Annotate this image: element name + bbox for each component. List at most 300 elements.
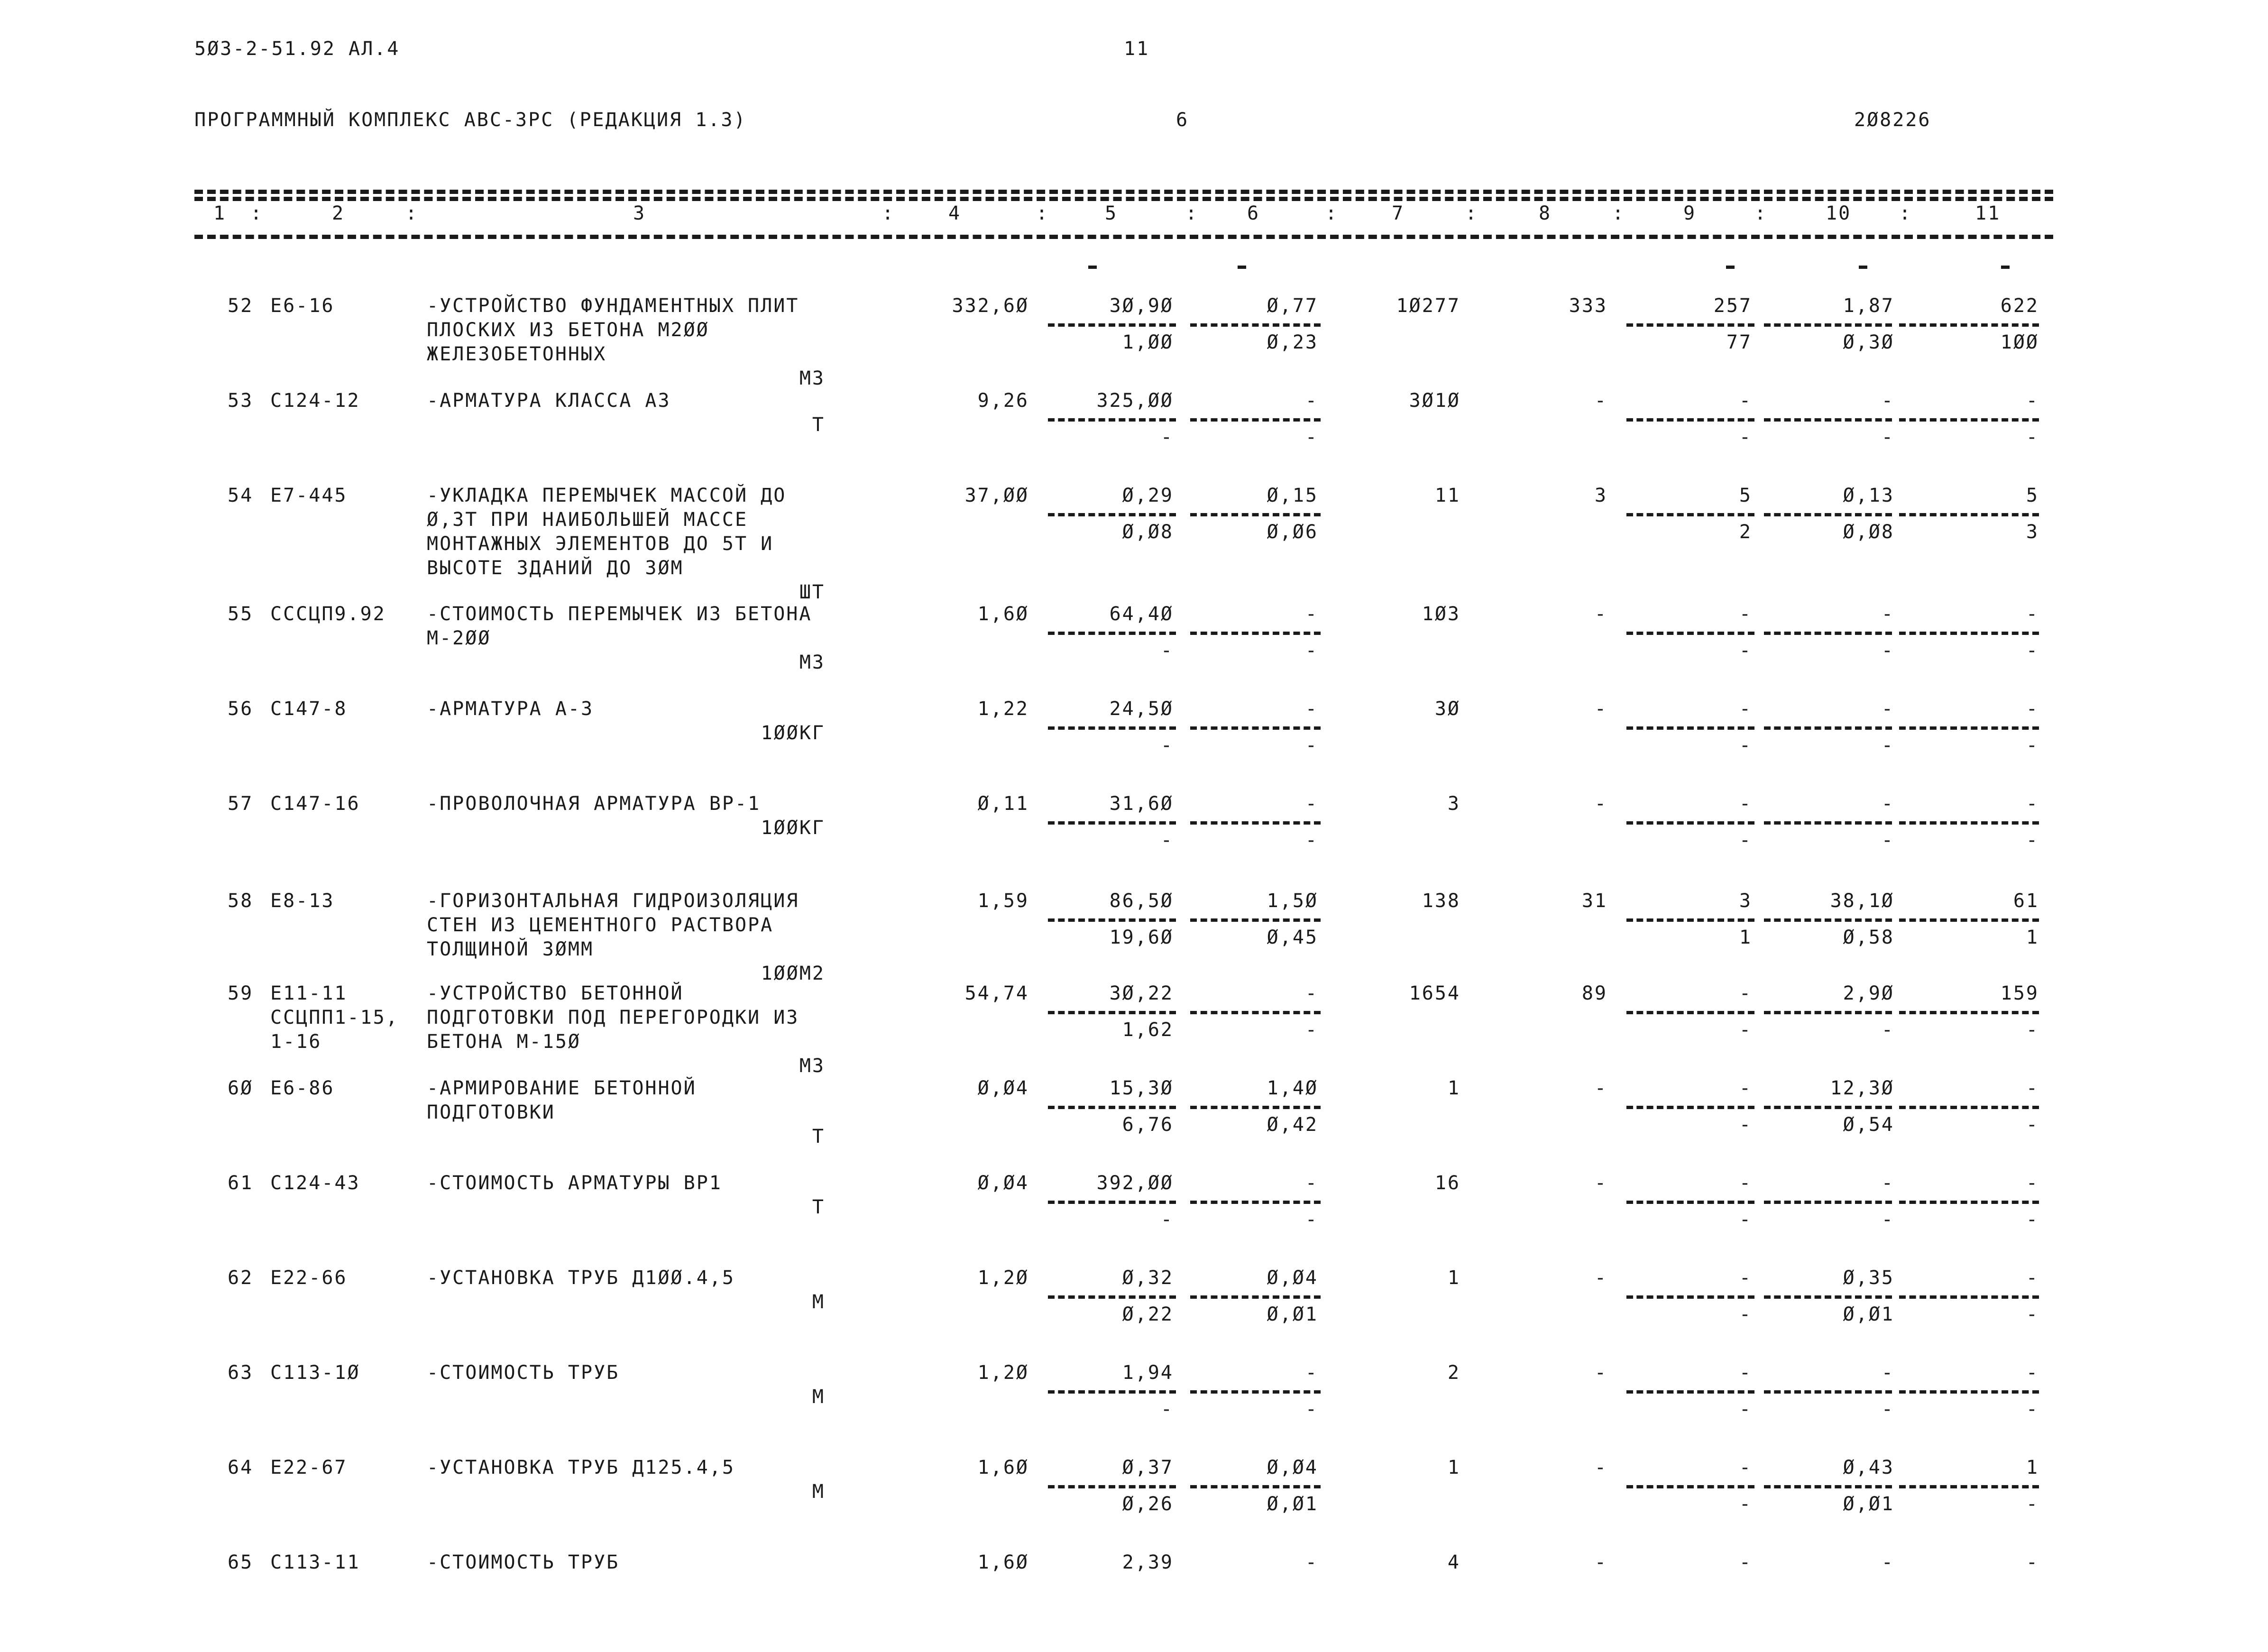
machine-cost-wages: Ø,Ø6 xyxy=(1267,521,1318,543)
column-header-8: 8 xyxy=(1539,202,1552,224)
unit-cost: 64,4Ø xyxy=(1109,603,1174,625)
labor-per-unit: Ø,13 xyxy=(1843,485,1894,506)
column-separator: : xyxy=(250,202,264,224)
quantity: 332,6Ø xyxy=(952,295,1029,317)
labor-total: - xyxy=(2026,1362,2039,1384)
cell-divider-c11 xyxy=(1899,726,2039,730)
cell-divider-c10 xyxy=(1764,1201,1892,1204)
machine-total: - xyxy=(1739,1267,1752,1289)
cell-divider-c5 xyxy=(1048,632,1176,635)
labor-total: - xyxy=(2026,1551,2039,1573)
quantity: 1,6Ø xyxy=(977,603,1029,625)
row-number: 61 xyxy=(228,1172,254,1194)
cell-divider-c11 xyxy=(1899,513,2039,516)
quantity: 1,2Ø xyxy=(977,1362,1029,1384)
cell-divider-c9 xyxy=(1626,1485,1754,1488)
cell-divider-c6 xyxy=(1190,418,1321,422)
machine-cost: Ø,Ø4 xyxy=(1267,1267,1318,1289)
labor-per-unit-machine: Ø,54 xyxy=(1843,1114,1894,1136)
total-cost: 1Ø277 xyxy=(1396,295,1460,317)
unit-of-measure: 1ØØКГ xyxy=(761,722,825,744)
cell-divider-c10 xyxy=(1764,632,1892,635)
unit-cost: 392,ØØ xyxy=(1096,1172,1174,1194)
labor-total-machine: - xyxy=(2026,829,2039,851)
wages: - xyxy=(1594,1172,1607,1194)
cell-divider-c6 xyxy=(1190,821,1321,825)
column-header-7: 7 xyxy=(1392,202,1405,224)
work-description: ПОДГОТОВКИ ПОД ПЕРЕГОРОДКИ ИЗ xyxy=(427,1007,799,1028)
row-number: 55 xyxy=(228,603,254,625)
work-description: СТЕН ИЗ ЦЕМЕНТНОГО РАСТВОРА xyxy=(427,914,774,936)
cell-divider-c9 xyxy=(1626,513,1754,516)
cell-divider-c5 xyxy=(1048,1485,1176,1488)
unit-cost: 15,3Ø xyxy=(1109,1077,1174,1099)
unit-cost-wages: 6,76 xyxy=(1122,1114,1174,1136)
row-number: 64 xyxy=(228,1457,254,1478)
labor-per-unit: - xyxy=(1881,603,1894,625)
unit-cost-wages: - xyxy=(1160,1209,1174,1230)
work-description: МОНТАЖНЫХ ЭЛЕМЕНТОВ ДО 5Т И xyxy=(427,533,774,555)
cell-divider-c5 xyxy=(1048,1295,1176,1299)
labor-total-machine: - xyxy=(2026,1493,2039,1515)
wages: 31 xyxy=(1581,890,1607,912)
placeholder-dash xyxy=(1726,266,1735,269)
labor-total-machine: - xyxy=(2026,426,2039,448)
labor-total-machine: 1ØØ xyxy=(2000,331,2039,353)
rate-code: Е6-16 xyxy=(270,295,335,317)
cell-divider-c9 xyxy=(1626,1201,1754,1204)
cell-divider-c5 xyxy=(1048,1011,1176,1014)
rate-code: С113-11 xyxy=(270,1551,360,1573)
row-number: 56 xyxy=(228,698,254,720)
rate-code: Е11-11 xyxy=(270,982,348,1004)
column-header-11: 11 xyxy=(1975,202,2001,224)
labor-total: 5 xyxy=(2026,485,2039,506)
quantity: 37,ØØ xyxy=(964,485,1029,506)
column-separator: : xyxy=(1465,202,1478,224)
total-cost: 1 xyxy=(1447,1077,1460,1099)
work-description: Ø,3Т ПРИ НАИБОЛЬШЕЙ МАССЕ xyxy=(427,509,748,531)
cell-divider-c5 xyxy=(1048,918,1176,922)
labor-total: 1 xyxy=(2026,1457,2039,1478)
wages: - xyxy=(1594,1457,1607,1478)
cell-divider-c5 xyxy=(1048,1390,1176,1394)
unit-cost: 2,39 xyxy=(1122,1551,1174,1573)
row-number: 59 xyxy=(228,982,254,1004)
labor-per-unit-machine: - xyxy=(1881,1398,1894,1420)
work-description: -УСТРОЙСТВО БЕТОННОЙ xyxy=(427,982,684,1004)
machine-cost-wages: Ø,Ø1 xyxy=(1267,1493,1318,1515)
labor-per-unit-machine: - xyxy=(1881,829,1894,851)
cell-divider-c5 xyxy=(1048,1106,1176,1109)
labor-per-unit: 38,1Ø xyxy=(1830,890,1894,912)
machine-total-wages: - xyxy=(1739,734,1752,756)
machine-total-wages: 77 xyxy=(1726,331,1752,353)
machine-total-wages: - xyxy=(1739,640,1752,661)
cell-divider-c5 xyxy=(1048,513,1176,516)
unit-cost: 325,ØØ xyxy=(1096,390,1174,412)
machine-cost-wages: - xyxy=(1305,426,1318,448)
cell-divider-c9 xyxy=(1626,1295,1754,1299)
total-cost: 3Ø1Ø xyxy=(1409,390,1460,412)
wages: - xyxy=(1594,603,1607,625)
cell-divider-c10 xyxy=(1764,918,1892,922)
total-cost: 138 xyxy=(1422,890,1460,912)
machine-cost-wages: Ø,45 xyxy=(1267,927,1318,948)
labor-total: 61 xyxy=(2013,890,2039,912)
unit-cost: Ø,37 xyxy=(1122,1457,1174,1478)
cell-divider-c9 xyxy=(1626,1390,1754,1394)
cell-divider-c6 xyxy=(1190,513,1321,516)
machine-total: - xyxy=(1739,1551,1752,1573)
unit-of-measure: М xyxy=(812,1481,825,1503)
cell-divider-c11 xyxy=(1899,918,2039,922)
quantity: 54,74 xyxy=(964,982,1029,1004)
machine-total-wages: - xyxy=(1739,1114,1752,1136)
unit-cost: 24,5Ø xyxy=(1109,698,1174,720)
unit-of-measure: Т xyxy=(812,414,825,436)
cell-divider-c9 xyxy=(1626,726,1754,730)
machine-total: - xyxy=(1739,1362,1752,1384)
machine-cost: Ø,Ø4 xyxy=(1267,1457,1318,1478)
machine-total: 3 xyxy=(1739,890,1752,912)
rate-code: С124-12 xyxy=(270,390,360,412)
quantity: 1,6Ø xyxy=(977,1457,1029,1478)
row-number: 6Ø xyxy=(228,1077,254,1099)
unit-cost: 1,94 xyxy=(1122,1362,1174,1384)
document-id: 2Ø8226 xyxy=(1854,109,1931,131)
machine-cost: - xyxy=(1305,1172,1318,1194)
cell-divider-c11 xyxy=(1899,632,2039,635)
row-number: 63 xyxy=(228,1362,254,1384)
unit-of-measure: М xyxy=(812,1291,825,1313)
labor-per-unit-machine: - xyxy=(1881,734,1894,756)
unit-cost: 3Ø,22 xyxy=(1109,982,1174,1004)
machine-cost: - xyxy=(1305,1362,1318,1384)
total-cost: 1 xyxy=(1447,1457,1460,1478)
unit-cost: Ø,32 xyxy=(1122,1267,1174,1289)
quantity: Ø,Ø4 xyxy=(977,1172,1029,1194)
unit-of-measure: 1ØØКГ xyxy=(761,817,825,839)
machine-total: - xyxy=(1739,1077,1752,1099)
cell-divider-c11 xyxy=(1899,418,2039,422)
row-number: 54 xyxy=(228,485,254,506)
total-cost: 3 xyxy=(1447,793,1460,815)
work-description: ЖЕЛЕЗОБЕТОННЫХ xyxy=(427,343,607,365)
work-description: -УСТРОЙСТВО ФУНДАМЕНТНЫХ ПЛИТ xyxy=(427,295,799,317)
labor-total-machine: - xyxy=(2026,1019,2039,1041)
machine-cost-wages: - xyxy=(1305,1019,1318,1041)
unit-cost: 86,5Ø xyxy=(1109,890,1174,912)
labor-per-unit-machine: Ø,58 xyxy=(1843,927,1894,948)
cell-divider-c5 xyxy=(1048,1201,1176,1204)
machine-total-wages: - xyxy=(1739,1493,1752,1515)
unit-of-measure: Т xyxy=(812,1196,825,1218)
work-description: ПОДГОТОВКИ xyxy=(427,1101,555,1123)
machine-total-wages: - xyxy=(1739,426,1752,448)
labor-total: - xyxy=(2026,1267,2039,1289)
cell-divider-c10 xyxy=(1764,726,1892,730)
labor-total: - xyxy=(2026,793,2039,815)
machine-total: - xyxy=(1739,1172,1752,1194)
machine-total-wages: 2 xyxy=(1739,521,1752,543)
wages: 3 xyxy=(1594,485,1607,506)
cell-divider-c9 xyxy=(1626,323,1754,327)
rate-code: Е6-86 xyxy=(270,1077,335,1099)
rate-code: Е22-66 xyxy=(270,1267,348,1289)
labor-total: 159 xyxy=(2000,982,2039,1004)
labor-per-unit-machine: Ø,Ø1 xyxy=(1843,1493,1894,1515)
cell-divider-c6 xyxy=(1190,918,1321,922)
machine-total: - xyxy=(1739,793,1752,815)
cell-divider-c10 xyxy=(1764,513,1892,516)
column-separator: : xyxy=(405,202,419,224)
machine-cost-wages: - xyxy=(1305,734,1318,756)
rate-code: Е22-67 xyxy=(270,1457,348,1478)
cell-divider-c5 xyxy=(1048,821,1176,825)
unit-of-measure: ШТ xyxy=(799,581,825,603)
machine-cost-wages: Ø,Ø1 xyxy=(1267,1303,1318,1325)
column-header-1: 1 xyxy=(213,202,227,224)
unit-cost-wages: 19,6Ø xyxy=(1109,927,1174,948)
total-cost: 1654 xyxy=(1409,982,1460,1004)
rate-code-extra: ССЦПП1-15, xyxy=(270,1007,399,1028)
machine-total-wages: - xyxy=(1739,1019,1752,1041)
cell-divider-c9 xyxy=(1626,632,1754,635)
labor-per-unit-machine: - xyxy=(1881,1019,1894,1041)
cell-divider-c10 xyxy=(1764,323,1892,327)
quantity: 9,26 xyxy=(977,390,1029,412)
machine-cost: - xyxy=(1305,390,1318,412)
cell-divider-c9 xyxy=(1626,918,1754,922)
rate-code: С147-16 xyxy=(270,793,360,815)
cell-divider-c6 xyxy=(1190,1201,1321,1204)
machine-cost-wages: Ø,42 xyxy=(1267,1114,1318,1136)
cell-divider-c6 xyxy=(1190,1295,1321,1299)
placeholder-dash xyxy=(1088,266,1097,269)
machine-cost-wages: Ø,23 xyxy=(1267,331,1318,353)
cell-divider-c9 xyxy=(1626,821,1754,825)
row-number: 65 xyxy=(228,1551,254,1573)
wages: - xyxy=(1594,1362,1607,1384)
machine-cost-wages: - xyxy=(1305,1398,1318,1420)
cell-divider-c11 xyxy=(1899,1485,2039,1488)
work-description: ВЫСОТЕ ЗДАНИЙ ДО 3ØМ xyxy=(427,557,684,579)
unit-cost-wages: - xyxy=(1160,829,1174,851)
wages: - xyxy=(1594,390,1607,412)
machine-cost-wages: - xyxy=(1305,640,1318,661)
cell-divider-c5 xyxy=(1048,418,1176,422)
cell-divider-c11 xyxy=(1899,1295,2039,1299)
wages: - xyxy=(1594,698,1607,720)
labor-total-machine: - xyxy=(2026,1398,2039,1420)
cell-divider-c9 xyxy=(1626,1011,1754,1014)
cell-divider-c9 xyxy=(1626,1106,1754,1109)
row-number: 53 xyxy=(228,390,254,412)
total-cost: 2 xyxy=(1447,1362,1460,1384)
labor-total-machine: - xyxy=(2026,734,2039,756)
wages: 89 xyxy=(1581,982,1607,1004)
quantity: 1,22 xyxy=(977,698,1029,720)
labor-per-unit-machine: - xyxy=(1881,640,1894,661)
machine-cost-wages: - xyxy=(1305,1209,1318,1230)
labor-per-unit: - xyxy=(1881,793,1894,815)
cell-divider-c6 xyxy=(1190,323,1321,327)
rate-code: С113-1Ø xyxy=(270,1362,360,1384)
labor-per-unit: Ø,43 xyxy=(1843,1457,1894,1478)
unit-cost-wages: Ø,Ø8 xyxy=(1122,521,1174,543)
labor-total-machine: 3 xyxy=(2026,521,2039,543)
work-description: -УКЛАДКА ПЕРЕМЫЧЕК МАССОЙ ДО xyxy=(427,485,787,506)
unit-cost: Ø,29 xyxy=(1122,485,1174,506)
labor-per-unit: - xyxy=(1881,698,1894,720)
machine-cost: - xyxy=(1305,603,1318,625)
machine-total: - xyxy=(1739,390,1752,412)
rate-code: Е8-13 xyxy=(270,890,335,912)
cell-divider-c11 xyxy=(1899,1201,2039,1204)
row-number: 58 xyxy=(228,890,254,912)
work-description: -АРМИРОВАНИЕ БЕТОННОЙ xyxy=(427,1077,697,1099)
column-header-2: 2 xyxy=(332,202,345,224)
labor-total-machine: 1 xyxy=(2026,927,2039,948)
labor-per-unit-machine: - xyxy=(1881,1209,1894,1230)
unit-cost-wages: - xyxy=(1160,1398,1174,1420)
cell-divider-c10 xyxy=(1764,1295,1892,1299)
labor-total: - xyxy=(2026,1172,2039,1194)
labor-total-machine: - xyxy=(2026,1303,2039,1325)
wages: - xyxy=(1594,793,1607,815)
quantity: Ø,Ø4 xyxy=(977,1077,1029,1099)
unit-of-measure: М3 xyxy=(799,652,825,673)
work-description: -СТОИМОСТЬ ТРУБ xyxy=(427,1551,620,1573)
wages: - xyxy=(1594,1551,1607,1573)
column-header-10: 10 xyxy=(1826,202,1852,224)
labor-total: - xyxy=(2026,390,2039,412)
quantity: 1,2Ø xyxy=(977,1267,1029,1289)
unit-of-measure: М3 xyxy=(799,1055,825,1077)
rate-code-extra: 1-16 xyxy=(270,1031,322,1053)
column-separator: : xyxy=(1036,202,1049,224)
unit-cost-wages: Ø,26 xyxy=(1122,1493,1174,1515)
labor-total: - xyxy=(2026,698,2039,720)
work-description: ТОЛЩИНОЙ 3ØММ xyxy=(427,938,594,960)
work-description: -СТОИМОСТЬ АРМАТУРЫ ВР1 xyxy=(427,1172,722,1194)
total-cost: 3Ø xyxy=(1434,698,1460,720)
work-description: БЕТОНА М-15Ø xyxy=(427,1031,581,1053)
machine-cost: - xyxy=(1305,982,1318,1004)
labor-per-unit-machine: Ø,3Ø xyxy=(1843,331,1894,353)
work-description: -СТОИМОСТЬ ПЕРЕМЫЧЕК ИЗ БЕТОНА xyxy=(427,603,812,625)
column-header-6: 6 xyxy=(1247,202,1260,224)
labor-per-unit: - xyxy=(1881,1551,1894,1573)
labor-per-unit: 12,3Ø xyxy=(1830,1077,1894,1099)
page-number: 6 xyxy=(1176,109,1189,131)
cell-divider-c6 xyxy=(1190,726,1321,730)
placeholder-dash xyxy=(2001,266,2010,269)
labor-per-unit: - xyxy=(1881,1362,1894,1384)
quantity: Ø,11 xyxy=(977,793,1029,815)
cell-divider-c11 xyxy=(1899,1106,2039,1109)
column-header-4: 4 xyxy=(948,202,962,224)
cell-divider-c9 xyxy=(1626,418,1754,422)
machine-cost-wages: - xyxy=(1305,829,1318,851)
work-description: -ГОРИЗОНТАЛЬНАЯ ГИДРОИЗОЛЯЦИЯ xyxy=(427,890,799,912)
column-header-9: 9 xyxy=(1683,202,1697,224)
row-number: 52 xyxy=(228,295,254,317)
total-cost: 11 xyxy=(1434,485,1460,506)
cell-divider-c5 xyxy=(1048,323,1176,327)
machine-cost: 1,5Ø xyxy=(1267,890,1318,912)
unit-cost-wages: Ø,22 xyxy=(1122,1303,1174,1325)
wages: 333 xyxy=(1569,295,1607,317)
work-description: -АРМАТУРА А-3 xyxy=(427,698,594,720)
rate-code: Е7-445 xyxy=(270,485,348,506)
sheet-number: 11 xyxy=(1124,38,1150,60)
unit-cost: 31,6Ø xyxy=(1109,793,1174,815)
labor-per-unit: Ø,35 xyxy=(1843,1267,1894,1289)
quantity: 1,6Ø xyxy=(977,1551,1029,1573)
placeholder-dash xyxy=(1238,266,1246,269)
cell-divider-c10 xyxy=(1764,1011,1892,1014)
labor-per-unit-machine: Ø,Ø8 xyxy=(1843,521,1894,543)
machine-cost: - xyxy=(1305,698,1318,720)
machine-total: - xyxy=(1739,603,1752,625)
machine-cost: - xyxy=(1305,1551,1318,1573)
total-cost: 4 xyxy=(1447,1551,1460,1573)
work-description: -СТОИМОСТЬ ТРУБ xyxy=(427,1362,620,1384)
labor-per-unit-machine: Ø,Ø1 xyxy=(1843,1303,1894,1325)
machine-total: 5 xyxy=(1739,485,1752,506)
machine-cost: 1,4Ø xyxy=(1267,1077,1318,1099)
cell-divider-c11 xyxy=(1899,821,2039,825)
column-header-5: 5 xyxy=(1105,202,1118,224)
cell-divider-c5 xyxy=(1048,726,1176,730)
program-title: ПРОГРАММНЫЙ КОМПЛЕКС АВС-ЗРС (РЕДАКЦИЯ 1.3) xyxy=(194,109,747,131)
work-description: -АРМАТУРА КЛАССА А3 xyxy=(427,390,671,412)
work-description: М-2ØØ xyxy=(427,627,491,649)
work-description: -ПРОВОЛОЧНАЯ АРМАТУРА ВР-1 xyxy=(427,793,761,815)
cell-divider-c6 xyxy=(1190,1106,1321,1109)
labor-per-unit: 2,9Ø xyxy=(1843,982,1894,1004)
row-number: 57 xyxy=(228,793,254,815)
labor-per-unit: - xyxy=(1881,1172,1894,1194)
wages: - xyxy=(1594,1267,1607,1289)
machine-total: - xyxy=(1739,698,1752,720)
placeholder-dash xyxy=(1859,266,1867,269)
column-separator: : xyxy=(1325,202,1339,224)
total-cost: 16 xyxy=(1434,1172,1460,1194)
cell-divider-c6 xyxy=(1190,1390,1321,1394)
machine-total: - xyxy=(1739,1457,1752,1478)
machine-total-wages: - xyxy=(1739,1398,1752,1420)
unit-of-measure: М3 xyxy=(799,367,825,389)
labor-total-machine: - xyxy=(2026,640,2039,661)
machine-total-wages: - xyxy=(1739,1209,1752,1230)
cell-divider-c6 xyxy=(1190,1485,1321,1488)
quantity: 1,59 xyxy=(977,890,1029,912)
column-separator: : xyxy=(1612,202,1625,224)
labor-total-machine: - xyxy=(2026,1209,2039,1230)
cell-divider-c10 xyxy=(1764,1106,1892,1109)
machine-total-wages: 1 xyxy=(1739,927,1752,948)
total-cost: 1 xyxy=(1447,1267,1460,1289)
cell-divider-c10 xyxy=(1764,1390,1892,1394)
rate-code: С147-8 xyxy=(270,698,348,720)
cell-divider-c6 xyxy=(1190,632,1321,635)
work-description: ПЛОСКИХ ИЗ БЕТОНА М2ØØ xyxy=(427,319,709,341)
labor-per-unit-machine: - xyxy=(1881,426,1894,448)
machine-cost: - xyxy=(1305,793,1318,815)
